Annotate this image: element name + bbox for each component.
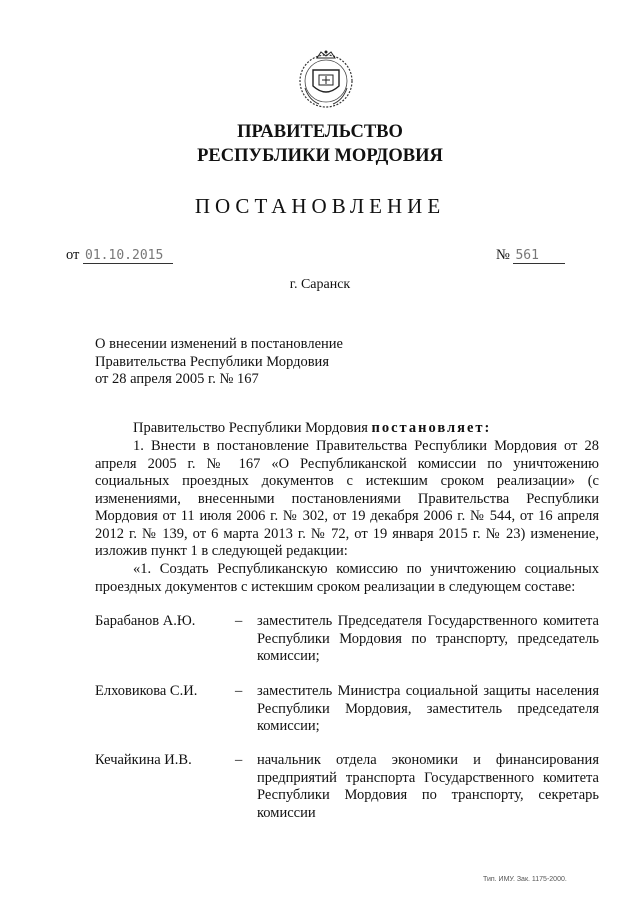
- member-dash: –: [235, 613, 243, 629]
- number-prefix: №: [496, 247, 510, 263]
- member-role: заместитель Председателя Государственного комитета Республики Мордовия по транспорту, председатель комиссии;: [257, 613, 599, 664]
- resolves-word: постановляет:: [371, 420, 492, 436]
- organization-region: РЕСПУБЛИКИ МОРДОВИЯ: [197, 146, 443, 166]
- date-prefix: от: [66, 247, 80, 263]
- paragraph-1: 1. Внести в постановление Правительства Республики Мордовия от 28 апреля 2005 г. № 167 «О Республиканской комиссии по уничтожению социальных проездных документов с истекшим сроком реализации» (с изменениями, внесенными постановлениями Правительства Республики Мордовия от 11 июля 2006 г. № 302, от 19 декабря 2006 г. № 544, от 16 апреля 2012 г. № 139, от 6 марта 2013 г. № 72, от 19 января 2015 г. № 23) изменение, изложив пункт 1 в следующей редакции:: [95, 438, 599, 559]
- date-value: 01.10.2015: [83, 248, 173, 264]
- member-name: Кечайкина И.В.: [95, 752, 192, 768]
- document-date: [66, 247, 173, 264]
- subject-line: О внесении изменений в постановление: [95, 336, 343, 352]
- member-dash: –: [235, 752, 243, 768]
- member-name: Елховикова С.И.: [95, 683, 198, 699]
- paragraph-2: «1. Создать Республиканскую комиссию по уничтожению социальных проездных документов с истекшим сроком реализации в следующем составе:: [95, 561, 599, 595]
- print-info: Тип. ИМУ. Зак. 1175-2000.: [483, 876, 567, 883]
- intro-text: Правительство Республики Мордовия: [133, 420, 368, 436]
- intro-paragraph: [95, 420, 599, 438]
- subject-line: от 28 апреля 2005 г. № 167: [95, 371, 259, 387]
- coat-of-arms-icon: [297, 48, 355, 110]
- document-subject: [95, 336, 343, 389]
- number-value: 561: [513, 248, 564, 264]
- member-role: заместитель Министра социальной защиты населения Республики Мордовия, заместитель председателя комиссии;: [257, 683, 599, 734]
- member-dash: –: [235, 683, 243, 699]
- document-number: [496, 247, 565, 264]
- member-role: начальник отдела экономики и финансирования предприятий транспорта Государственного комитета Республики Мордовия по транспорту, секретарь комиссии: [257, 752, 599, 821]
- document-type-title: ПОСТАНОВЛЕНИЕ: [194, 194, 446, 218]
- organization-name: ПРАВИТЕЛЬСТВО: [237, 122, 403, 142]
- member-name: Барабанов А.Ю.: [95, 613, 196, 629]
- subject-line: Правительства Республики Мордовия: [95, 353, 329, 370]
- city: г. Саранск: [289, 277, 351, 292]
